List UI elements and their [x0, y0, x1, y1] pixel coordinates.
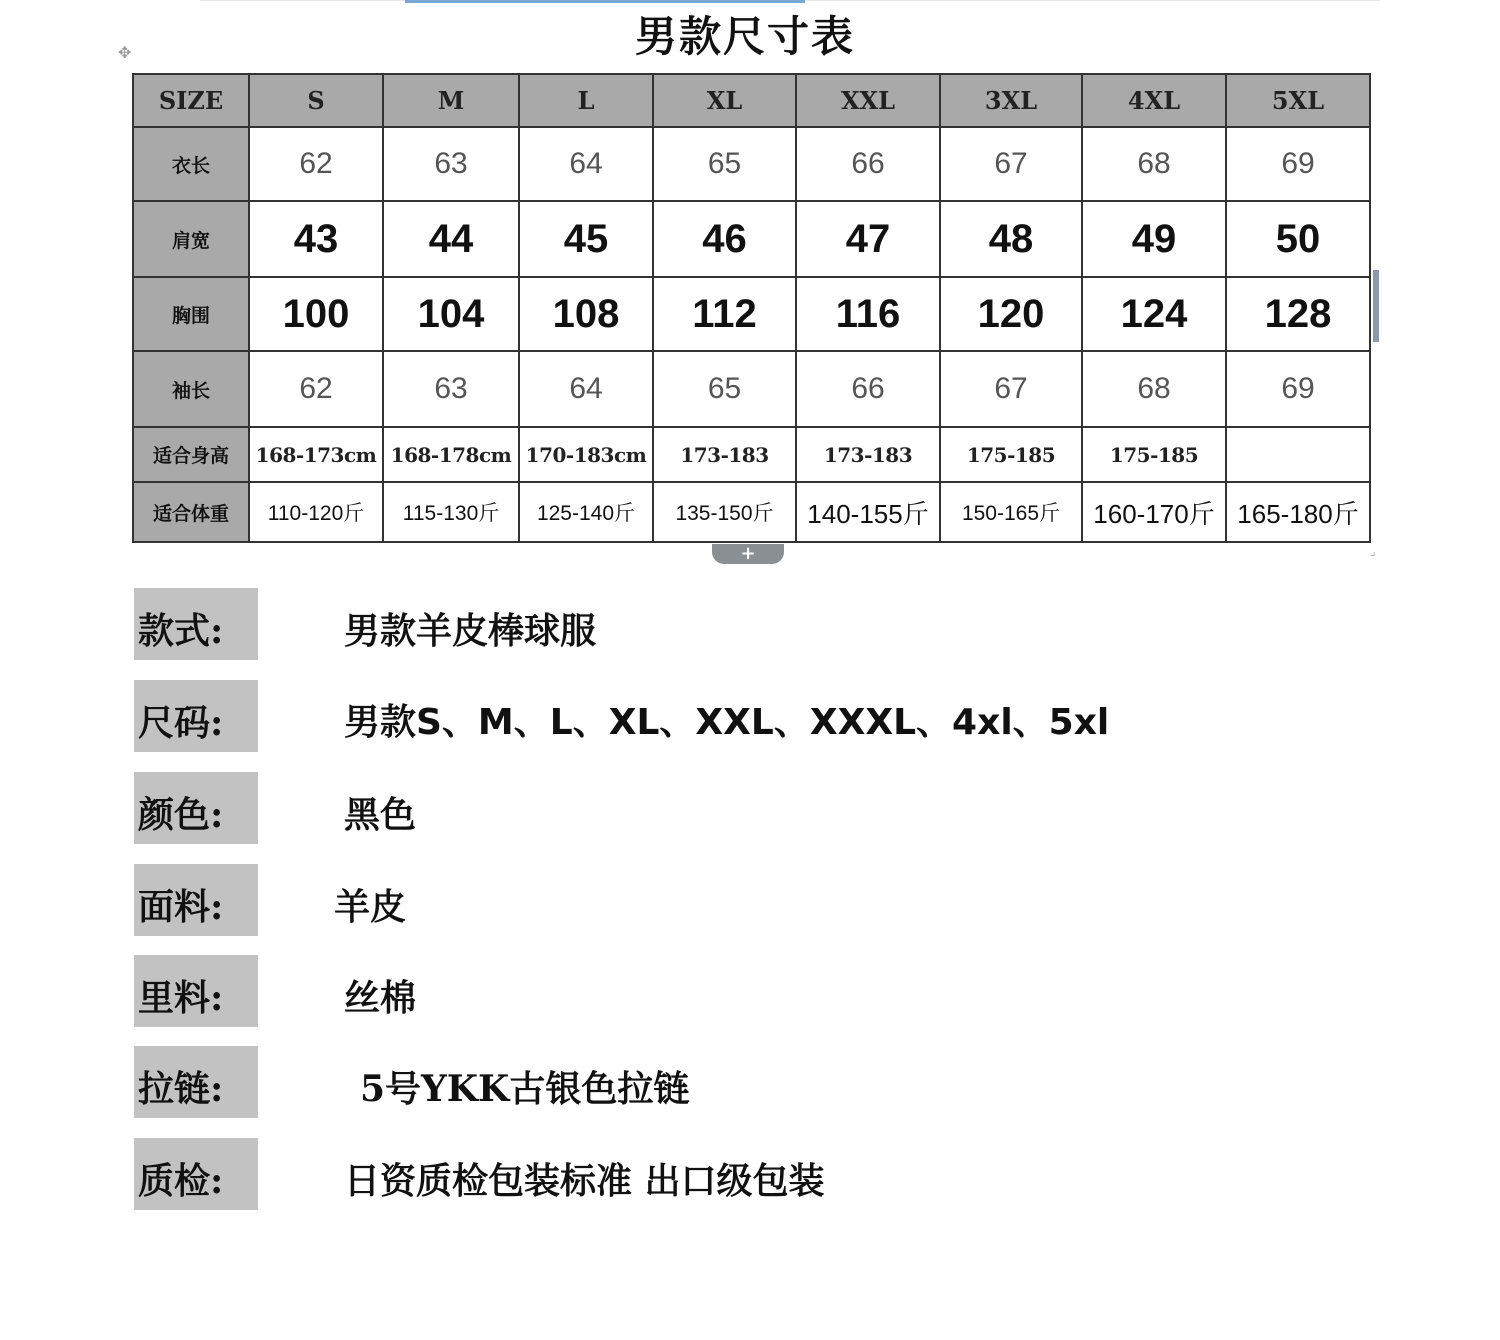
- table-header-row: [133, 74, 1370, 127]
- table-cell: 168-173cm: [249, 427, 383, 482]
- table-cell: 67: [940, 127, 1082, 201]
- header-cell-3xl: 3XL: [940, 74, 1082, 127]
- table-cell: 140-155斤: [796, 482, 940, 542]
- table-cell: 65: [653, 351, 796, 427]
- spec-key: 款式:: [134, 588, 258, 660]
- top-accent-line: [405, 0, 805, 3]
- table-row-sleeve: [133, 351, 1370, 427]
- table-cell: 104: [383, 277, 519, 351]
- table-cell: 135-150斤: [653, 482, 796, 542]
- spec-row-lining: [134, 955, 1434, 1027]
- header-cell-4xl: 4XL: [1082, 74, 1226, 127]
- table-cell: 63: [383, 127, 519, 201]
- table-row-shoulder: [133, 201, 1370, 277]
- spec-row-color: [134, 772, 1434, 844]
- table-cell: 48: [940, 201, 1082, 277]
- table-cell: 45: [519, 201, 653, 277]
- table-cell: 110-120斤: [249, 482, 383, 542]
- table-cell: 49: [1082, 201, 1226, 277]
- table-row-weight: [133, 482, 1370, 542]
- add-row-button[interactable]: +: [712, 544, 784, 564]
- table-cell: 68: [1082, 351, 1226, 427]
- spec-row-size: [134, 680, 1434, 752]
- table-row-height: [133, 427, 1370, 482]
- table-cell: 125-140斤: [519, 482, 653, 542]
- header-cell-xxl: XXL: [796, 74, 940, 127]
- spec-value: 丝棉: [344, 977, 417, 1019]
- table-cell: 112: [653, 277, 796, 351]
- table-cell: 160-170斤: [1082, 482, 1226, 542]
- header-cell-5xl: 5XL: [1226, 74, 1370, 127]
- row-label: 适合体重: [133, 482, 249, 542]
- spec-value: 羊皮: [334, 886, 407, 928]
- table-row-chest: [133, 277, 1370, 351]
- table-resize-handle[interactable]: [1373, 270, 1379, 342]
- table-cell: 44: [383, 201, 519, 277]
- table-cell: 66: [796, 351, 940, 427]
- table-cell: 64: [519, 351, 653, 427]
- table-cell: [1226, 427, 1370, 482]
- table-cell: 43: [249, 201, 383, 277]
- spec-row-fabric: [134, 864, 1434, 936]
- spec-value: 黑色: [344, 794, 417, 836]
- row-label: 适合身高: [133, 427, 249, 482]
- table-cell: 68: [1082, 127, 1226, 201]
- table-cell: 66: [796, 127, 940, 201]
- spec-row-style: [134, 588, 1434, 660]
- size-table: [132, 73, 1371, 543]
- table-cell: 108: [519, 277, 653, 351]
- header-cell-l: L: [519, 74, 653, 127]
- table-cell: 165-180斤: [1226, 482, 1370, 542]
- table-cell: 168-178cm: [383, 427, 519, 482]
- table-cell: 100: [249, 277, 383, 351]
- header-cell-size: SIZE: [133, 74, 249, 127]
- table-corner-resize-icon[interactable]: ⌟: [1370, 544, 1376, 558]
- spec-row-zipper: [134, 1046, 1434, 1118]
- spec-value: 5号YKK古银色拉链: [360, 1068, 690, 1110]
- table-cell: 124: [1082, 277, 1226, 351]
- header-cell-m: M: [383, 74, 519, 127]
- table-cell: 173-183: [796, 427, 940, 482]
- table-cell: 120: [940, 277, 1082, 351]
- table-cell: 63: [383, 351, 519, 427]
- table-cell: 46: [653, 201, 796, 277]
- table-move-handle-icon[interactable]: ✥: [118, 43, 132, 62]
- spec-value: 日资质检包装标准 出口级包装: [344, 1160, 825, 1202]
- table-cell: 69: [1226, 127, 1370, 201]
- table-cell: 67: [940, 351, 1082, 427]
- row-label: 衣长: [133, 127, 249, 201]
- spec-value: 男款羊皮棒球服: [344, 610, 597, 652]
- spec-key: 颜色:: [134, 772, 258, 844]
- spec-value: 男款S、M、L、XL、XXL、XXXL、4xl、5xl: [344, 702, 1110, 743]
- table-cell: 175-185: [1082, 427, 1226, 482]
- spec-key: 拉链:: [134, 1046, 258, 1118]
- spec-key: 里料:: [134, 955, 258, 1027]
- table-cell: 65: [653, 127, 796, 201]
- page-title: 男款尺寸表: [634, 12, 855, 61]
- table-cell: 64: [519, 127, 653, 201]
- spec-key: 尺码:: [134, 680, 258, 752]
- table-cell: 128: [1226, 277, 1370, 351]
- header-cell-s: S: [249, 74, 383, 127]
- table-cell: 116: [796, 277, 940, 351]
- table-cell: 50: [1226, 201, 1370, 277]
- spec-key: 面料:: [134, 864, 258, 936]
- table-cell: 62: [249, 351, 383, 427]
- spec-key: 质检:: [134, 1138, 258, 1210]
- row-label: 胸围: [133, 277, 249, 351]
- row-label: 袖长: [133, 351, 249, 427]
- table-cell: 47: [796, 201, 940, 277]
- table-cell: 69: [1226, 351, 1370, 427]
- table-cell: 175-185: [940, 427, 1082, 482]
- table-cell: 173-183: [653, 427, 796, 482]
- row-label: 肩宽: [133, 201, 249, 277]
- table-cell: 115-130斤: [383, 482, 519, 542]
- spec-row-quality: [134, 1138, 1434, 1210]
- table-cell: 170-183cm: [519, 427, 653, 482]
- table-cell: 150-165斤: [940, 482, 1082, 542]
- table-row-length: [133, 127, 1370, 201]
- table-cell: 62: [249, 127, 383, 201]
- header-cell-xl: XL: [653, 74, 796, 127]
